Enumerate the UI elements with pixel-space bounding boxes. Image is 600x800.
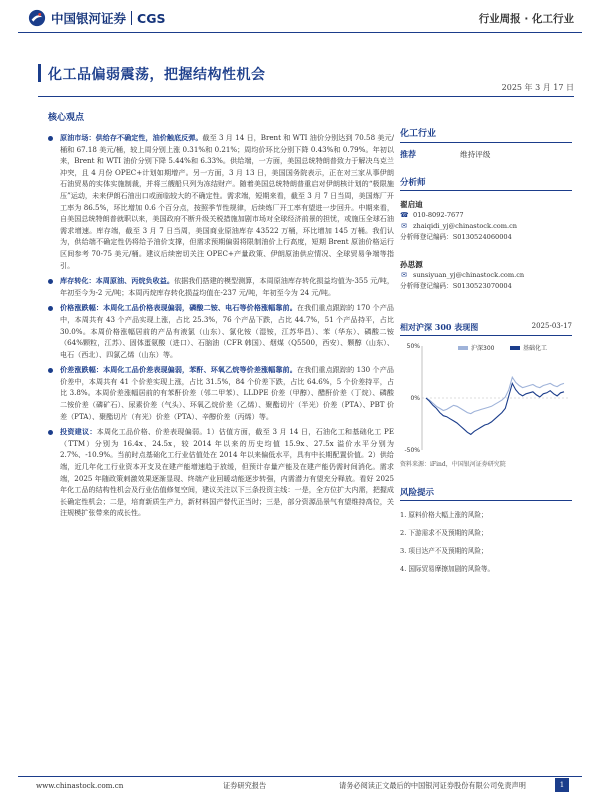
sidebar xyxy=(400,126,572,576)
risk-item: 1. 原料价格大幅上涨的风险； xyxy=(400,511,488,519)
bullet-lead: 投资建议： xyxy=(60,427,97,437)
bullet-text: 依据我们搭建的模型测算，本周原油库存转化损益均值为-355 元/吨，年初至今为-2 元/吨；本周丙烷库存转化损益均值在-237 元/吨，年初至今为 24 元/吨。 xyxy=(60,276,394,297)
report-date: 2025 年 3 月 17 日 xyxy=(501,83,574,92)
bullet-text: 在我们重点跟踪的 170 个产品中，本周共有 43 个产品实现上涨，占比 25.3%，76 个产品下跌，占比 44.7%，51 个产品持平，占比 30.0%。本周价格涨幅居前的产品有液氯（山东）、氯化铵（湿铵，江苏华昌）、苯（华东）、磷酸二铵（64%颗粒，江苏）、固体蛋氨酸（进口）、石脑油（CFR 韩国）、烟煤（Q5500，西安）、颗醇（山东）、电石（西北）、四氯乙烯（山东）等。 xyxy=(60,303,394,359)
chart-y-tick-label: 0% xyxy=(410,395,420,402)
footer-disclaimer: 请务必阅读正文最后的中国银河证券股份有限公司免责声明 xyxy=(339,781,526,790)
brand-name-cn: 中国银河证券 xyxy=(51,11,127,26)
analyst-registration: 分析师登记编码：S0130523070004 xyxy=(400,282,512,290)
chart-legend-label: 沪深300 xyxy=(471,345,495,352)
chart-series-line xyxy=(426,377,564,413)
email-icon: ✉ xyxy=(401,222,407,230)
title-divider xyxy=(38,96,574,97)
bullet-lead: 价格涨跌幅：本周化工品价格表现偏弱，磷酸二铵、电石等价格涨幅靠前。 xyxy=(60,303,297,313)
bullet-lead: 价差涨跌幅：本周化工品价差表现偏弱，苯酐、环氧乙烷等价差涨幅靠前。 xyxy=(60,365,297,375)
bullet-lead: 库存转化：本周原油、丙烷负收益。 xyxy=(60,276,174,286)
bullet-text: 截至 3 月 14 日，Brent 和 WTI 油价分别达到 70.58 美元/桶和 67.18 美元/桶，较上周分别上涨 0.31%和 0.21%；周均价环比分别下降 0.43%和 0.79%。年初以来，Brent 和 WTI 油价分别下降 5.44%和 6.33%。供给端，一方面，美国总统特朗普致力于解决乌克兰冲突，且 4 月份 OPEC+计划如期增产。另一方面，3 月 13 日，美国国务院表示，正在对三家从事伊朗石油贸易的实体实施制裁，并将三艘船只列为冻结财产。随着美国总统特朗普重启对伊朗核计划的“极限施压”运动，未来伊朗石油出口或面临较大的不确定性。需求端，短期来看，截至 3 月 7 日当周，美国炼厂开工率为 86.5%，环比增加 0.6 个百分点，按照季节性规律，后续炼厂开工率有望进一步回升。中期来看，自美国总统特朗普就职以来，美国政府不断升级关税措施加剧市场对全球经济前景的担忧，或施压全球石油需求增速。库存端，截至 3 月 7 日当周，美国商业原油库存 43522 万桶，环比增加 145 万桶。我们认为，供给端不确定性仍将给予油价支撑，但需求预期偏弱将限制油价上行高度，短期 Brent 原油价格运行区间参考 70-75 美元/桶。建议后续密切关注 OPEC+产量政策、伊朗原油供应情况、全球贸易争端等指引。 xyxy=(60,133,395,270)
phone-icon: ☎ xyxy=(400,211,409,219)
rating-value: 维持评级 xyxy=(460,150,491,159)
brand-emblem-icon xyxy=(28,9,46,27)
bullet-inventory xyxy=(44,275,394,298)
header-divider xyxy=(18,32,582,33)
risk-title: 风险提示 xyxy=(400,486,572,501)
analyst-phone xyxy=(400,210,572,221)
core-view-label: 核心观点 xyxy=(48,113,85,123)
chart-title: 相对沪深 300 表现图 xyxy=(400,322,479,332)
bullet-spread-change xyxy=(44,364,394,422)
rating-row xyxy=(400,149,572,160)
chart-header xyxy=(400,322,572,336)
bullet-text: 在我们重点跟踪的 130 个产品价差中，本周共有 41 个价差实现上涨，占比 31.5%，84 个价差下跌，占比 64.6%，5 个价差持平，占比 3.8%。本周价差涨幅居前的有苯酐价差（邻二甲苯）、LLDPE 价差（甲醇）、醋酐价差（丁烷）、磷酸二铵价差（磷矿石）、尿素价差（气头）、环氧乙烷价差（乙烯）、聚酯切片（半光）价差（PTA）、PBT 价差（PTA）、聚酯切片（有光）价差（PTA）、辛醇价差（丙烯）等。 xyxy=(60,365,394,421)
industry-title: 化工行业 xyxy=(400,126,572,143)
brand-name-en: CGS xyxy=(137,10,166,26)
bullet-price-change xyxy=(44,302,394,360)
chart-y-tick-label: 50% xyxy=(406,343,420,350)
analyst-email xyxy=(400,270,572,281)
risk-item: 3. 项目达产不及预期的风险； xyxy=(400,547,488,555)
chart-y-tick-label: -50% xyxy=(404,447,420,454)
email-text[interactable]: zhaiqidi_yj@chinastock.com.cn xyxy=(413,222,518,230)
analyst-title: 分析师 xyxy=(400,176,572,191)
analyst-name: 翟启迪 xyxy=(400,200,423,209)
analyst-registration: 分析师登记编码：S0130524060004 xyxy=(400,233,512,241)
email-text[interactable]: sunsiyuan_yj@chinastock.com.cn xyxy=(413,271,525,279)
risk-item: 2. 下游需求不及预期的风险； xyxy=(400,529,488,537)
brand-logo xyxy=(28,8,165,28)
phone-text: 010-8092-7677 xyxy=(413,211,464,219)
email-icon: ✉ xyxy=(401,271,407,279)
footer-doc-type: 证券研究报告 xyxy=(223,781,267,790)
main-content xyxy=(44,126,394,519)
footer-divider xyxy=(18,776,582,777)
rating-label: 推荐 xyxy=(400,149,416,159)
chart-date: 2025-03-17 xyxy=(531,322,572,330)
chart-legend-label: 基础化工 xyxy=(523,345,548,352)
risk-item: 4. 国际贸易摩擦加剧的风险等。 xyxy=(400,565,495,573)
chart-source: 资料来源：iFind，中国银河证券研究院 xyxy=(400,461,506,468)
analyst-name: 孙思源 xyxy=(400,260,423,269)
report-type: 行业周报 · 化工行业 xyxy=(478,13,574,25)
relative-performance-chart xyxy=(400,338,572,456)
bullet-oil-market xyxy=(44,132,394,271)
brand-separator xyxy=(131,11,132,25)
bullet-text: 本周化工品价格、价差表现偏弱。1）估值方面，截至 3 月 14 日，石油化工和基础化工 PE（TTM）分别为 16.4x、24.5x，较 2014 年以来的历史均值 15.9x、27.5x 溢价水平分别为 2.7%、-10.9%。当前时点基础化工行业估值处在 2014 年以来偏低水平，具有中长期配置价值。2）供给端，近几年化工行业资本开支及在建产能增速趋于放缓，但预计存量产能及在建产能仍需时间消化。需求端，2025 年随政策刺激效果逐渐显现、终端产业回暖动能逐步转强，内需潜力有望充分释放。看好 2025 年化工品的结构性机会及行业估值修复空间，建议关注以下三条投资主线：一是，全方位扩大内需，把握成长确定性机会；二是，培育新质生产力，新材料国产替代正当时；三是，部分资源品景气有望维持高位，关注规模扩张带来的成长性。 xyxy=(60,427,395,518)
analyst-email xyxy=(400,221,572,232)
page-number: 1 xyxy=(555,778,569,792)
title-accent-bar xyxy=(38,64,41,82)
bullet-lead: 原油市场：供给存不确定性，油价触底反弹。 xyxy=(60,133,203,142)
report-title: 化工品偏弱震荡，把握结构性机会 xyxy=(48,67,266,83)
footer-site[interactable]: www.chinastock.com.cn xyxy=(36,781,124,790)
bullet-investment-advice xyxy=(44,426,394,519)
chart-legend-swatch xyxy=(458,346,468,350)
chart-legend-swatch xyxy=(510,346,520,350)
